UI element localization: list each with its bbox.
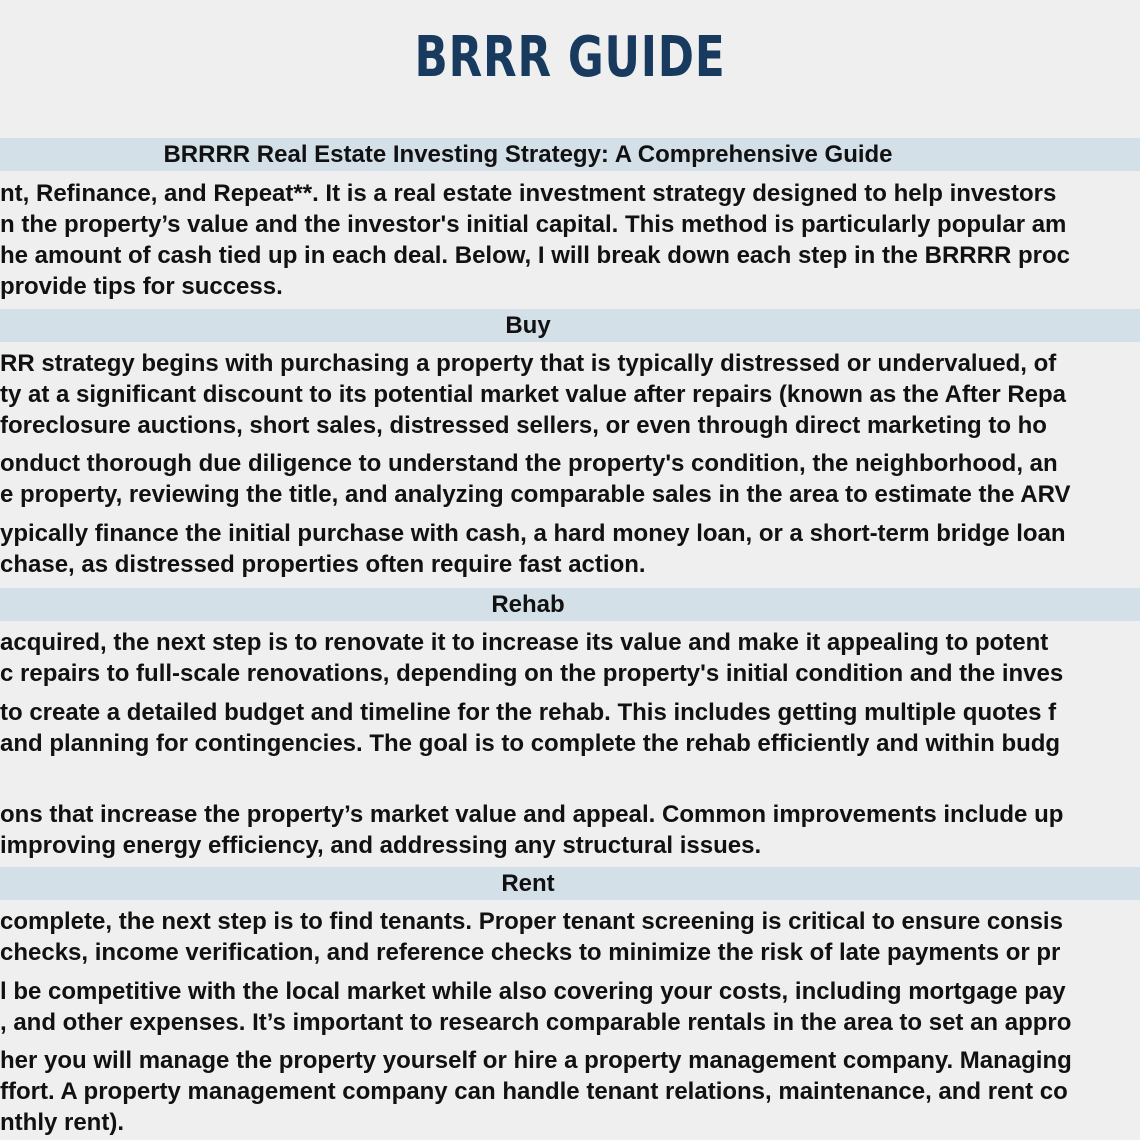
text-line: provide tips for success. (0, 273, 283, 300)
text-line: and planning for contingencies. The goal is to complete the rehab efficiently and within budg (0, 730, 1061, 757)
text-line: ons that increase the property’s market value and appeal. Common improvements include up (0, 801, 1064, 828)
text-line: her you will manage the property yourself or hire a property management company. Managing (0, 1047, 1072, 1074)
document-heading: BRRRR Real Estate Investing Strategy: A Comprehensive Guide (163, 141, 893, 168)
text-line: ty at a significant discount to its potential market value after repairs (known as the After Repa (0, 381, 1067, 408)
section-heading-buy: Buy (505, 312, 551, 339)
section-heading-rehab: Rehab (491, 591, 565, 618)
text-line: complete, the next step is to find tenants. Proper tenant screening is critical to ensure consis (0, 908, 1063, 935)
text-line: nthly rent). (0, 1109, 124, 1136)
section-heading-rent: Rent (501, 870, 555, 897)
text-line: , and other expenses. It’s important to research comparable rentals in the area to set an appro (0, 1009, 1072, 1036)
text-line: acquired, the next step is to renovate it to increase its value and make it appealing to potent (0, 629, 1049, 656)
text-line: foreclosure auctions, short sales, distressed sellers, or even through direct marketing to ho (0, 412, 1047, 439)
text-line: ffort. A property management company can handle tenant relations, maintenance, and rent co (0, 1078, 1068, 1105)
section-header-band (0, 309, 1140, 342)
text-line: improving energy efficiency, and addressing any structural issues. (0, 832, 762, 859)
text-line: e property, reviewing the title, and analyzing comparable sales in the area to estimate the ARV (0, 481, 1071, 508)
section-header-band (0, 588, 1140, 621)
text-line: n the property’s value and the investor's initial capital. This method is particularly popular am (0, 211, 1067, 238)
section-header-band (0, 867, 1140, 900)
page-title: BRRR GUIDE (414, 25, 726, 90)
text-line: ypically finance the initial purchase with cash, a hard money loan, or a short-term bridge loan (0, 520, 1066, 547)
text-line: nt, Refinance, and Repeat**. It is a real estate investment strategy designed to help investors (0, 180, 1057, 207)
text-line: chase, as distressed properties often require fast action. (0, 551, 646, 578)
text-line: to create a detailed budget and timeline for the rehab. This includes getting multiple quotes f (0, 699, 1057, 726)
text-line: checks, income verification, and reference checks to minimize the risk of late payments or pr (0, 939, 1061, 966)
text-line: onduct thorough due diligence to understand the property's condition, the neighborhood, an (0, 450, 1058, 477)
text-line: he amount of cash tied up in each deal. Below, I will break down each step in the BRRRR proc (0, 242, 1070, 269)
text-line: RR strategy begins with purchasing a property that is typically distressed or undervalued, of (0, 350, 1057, 377)
text-line: c repairs to full-scale renovations, depending on the property's initial condition and the inves (0, 660, 1064, 687)
text-line: l be competitive with the local market while also covering your costs, including mortgage pay (0, 978, 1066, 1005)
